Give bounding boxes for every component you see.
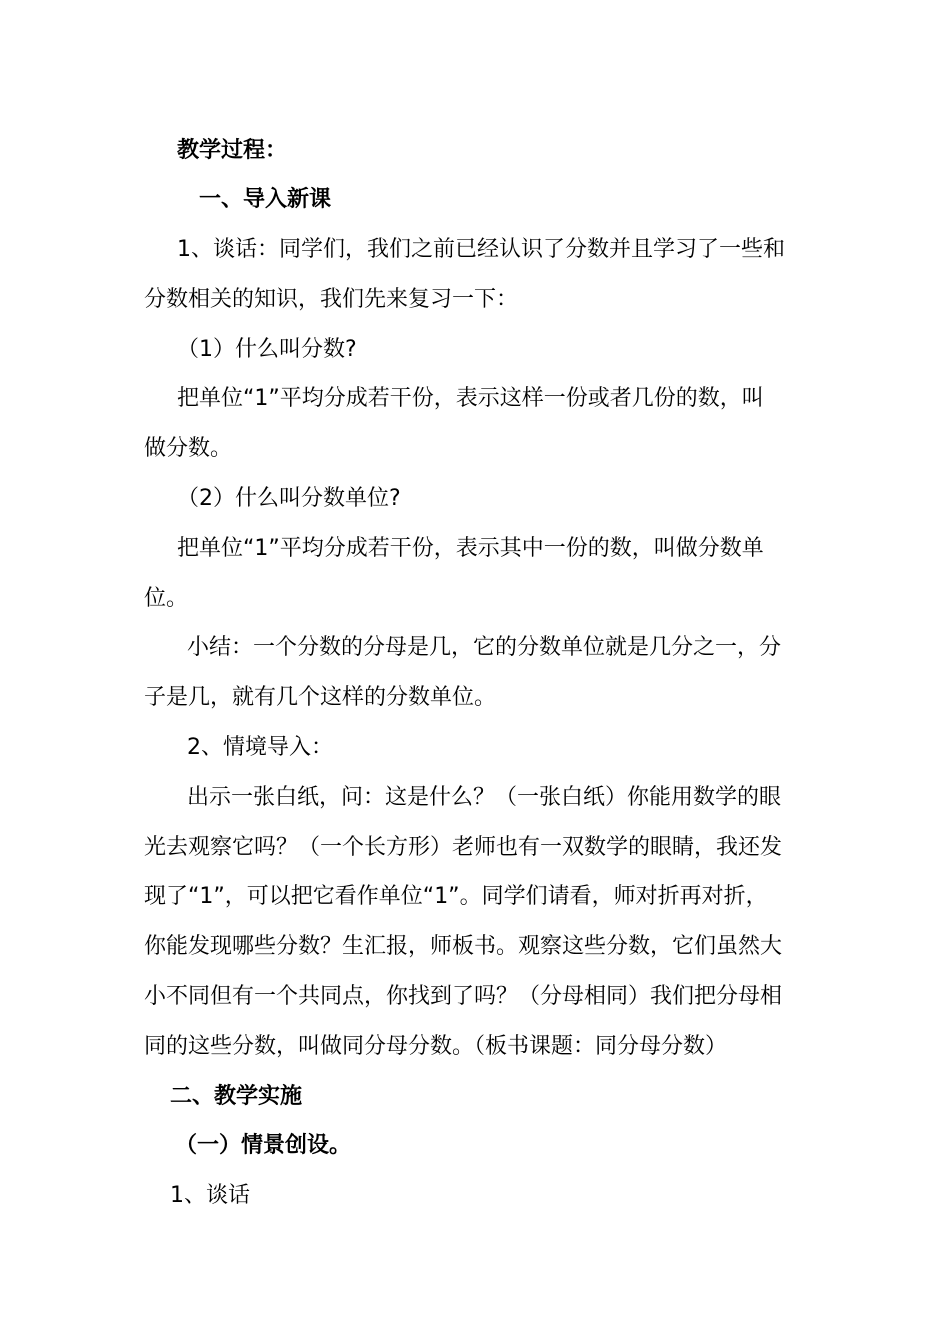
summary-line: 子是几，就有几个这样的分数单位。: [144, 685, 497, 710]
paragraph-line: 你能发现哪些分数？生汇报，师板书。观察这些分数，它们虽然大: [144, 934, 783, 959]
subheading-situation: 2、情境导入：: [187, 735, 333, 760]
paragraph-line: 出示一张白纸，问：这是什么？（一张白纸）你能用数学的眼: [187, 785, 782, 810]
question-line: （1）什么叫分数?: [177, 337, 357, 362]
paragraph-line: 1、谈话：同学们，我们之前已经认识了分数并且学习了一些和: [177, 237, 785, 262]
subsection-heading: （一）情景创设。: [175, 1133, 352, 1158]
paragraph-line: 同的这些分数，叫做同分母分数。（板书课题：同分母分数）: [144, 1034, 728, 1059]
question-line: （2）什么叫分数单位?: [177, 486, 401, 511]
section-heading-implementation: 二、教学实施: [170, 1084, 303, 1109]
summary-line: 小结：一个分数的分母是几，它的分数单位就是几分之一，分: [187, 635, 782, 660]
paragraph-line: 把单位“1”平均分成若干份，表示其中一份的数，叫做分数单: [177, 536, 764, 561]
paragraph-line: 光去观察它吗？（一个长方形）老师也有一双数学的眼睛，我还发: [144, 835, 783, 860]
paragraph-line: 现了“1”，可以把它看作单位“1”。同学们请看，师对折再对折，: [144, 884, 768, 909]
paragraph-line: 小不同但有一个共同点，你找到了吗？（分母相同）我们把分母相: [144, 984, 783, 1009]
paragraph-line: 位。: [144, 586, 189, 611]
paragraph-line: 做分数。: [144, 436, 233, 461]
paragraph-line: 分数相关的知识，我们先来复习一下：: [144, 287, 519, 312]
document-title: 教学过程：: [177, 138, 288, 163]
paragraph-line: 1、谈话: [170, 1183, 250, 1208]
section-heading-intro: 一、导入新课: [199, 187, 332, 212]
paragraph-line: 把单位“1”平均分成若干份，表示这样一份或者几份的数，叫: [177, 386, 764, 411]
